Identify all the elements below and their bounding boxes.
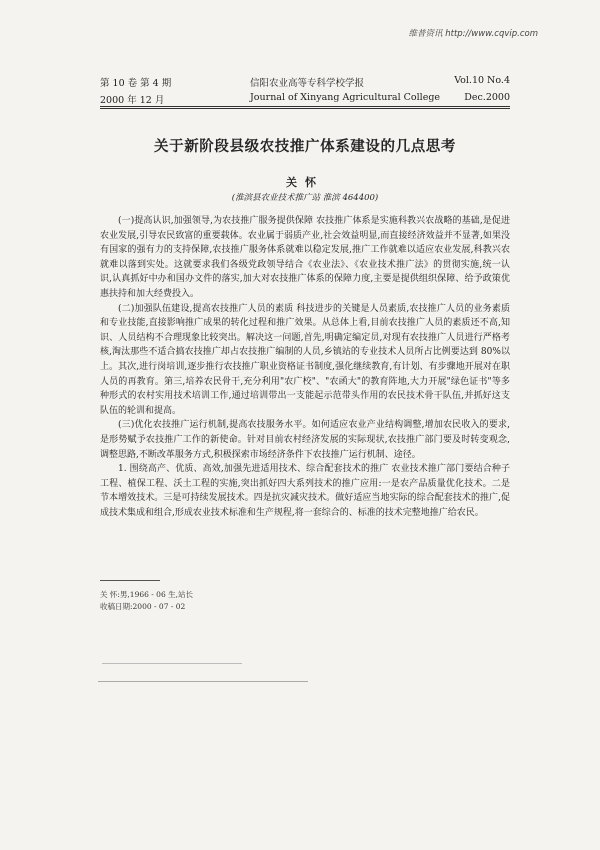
scan-artifact-line (98, 681, 308, 682)
article-body (100, 214, 510, 520)
footnote-received-date: 收稿日期:2000 - 07 - 02 (100, 602, 186, 611)
journal-name-en: Journal of Xinyang Agricultural College (250, 92, 441, 103)
paragraph-1: (一)提高认识,加强领导,为农技推广服务提供保障 农技推广体系是实施科教兴农战略的基础,是促进农业发展,引导农民致富的重要载体。农业属于弱质产业,社会效益明显,而直接经济效益并不显著,如果没有国家的强有力的支持保障,农技推广服务体系就难以稳定发展,推广工作就难以适应农业发展,科教兴农就难以落到实处。这就要求我们各级党政领导结合《农业法》、《农业技术推广法》的贯彻实施,统一认识,认真抓好中办和国办文件的落实,加大对农技推广体系的保障力度,主要是提供组织保障、给予政策优惠扶持和加大经费投入。 (100, 216, 510, 299)
paragraph-3: (三)优化农技推广运行机制,提高农技服务水平。如何适应农业产业结构调整,增加农民收入的要求,是形势赋予农技推广工作的新使命。针对目前农村经济发展的实际现状,农技推广部门要及时转变观念,调整思路,不断改革服务方式,积极探索市场经济条件下农技推广运行机制、途径。 (100, 420, 510, 460)
paragraph-4: 1. 围绕高产、优质、高效,加强先进适用技术、综合配套技术的推广 农业技术推广部门要结合种子工程、植保工程、沃土工程的实施,突出抓好四大系列技术的推广应用:一是农产品质量优化技术。二是节本增效技术。三是可持续发展技术。四是抗灾减灾技术。做好适应当地实际的综合配套技术的推广,促成技术集成和组合,形成农业技术标准和生产规程,将一套综合的、标准的技术完整地推广给农民。 (100, 464, 510, 518)
footnote-rule (100, 580, 160, 581)
author-affiliation: (淮滨县农业技术推广站 淮滨 464400) (231, 193, 379, 203)
scan-artifact-line (102, 663, 242, 664)
watermark-text: 维普资讯 http://www.cqvip.com (408, 29, 538, 39)
paragraph-2: (二)加强队伍建设,提高农技推广人员的素质 科技进步的关键是人员素质,农技推广人员的业务素质和专业技能,直接影响推广成果的转化过程和推广效果。从总体上看,目前农技推广人员的素质还不高,知识、人员结构不合理现象比较突出。解决这一问题,首先,明确定编定员,对现有农技推广人员进行严格考核,淘汰那些不适合搞农技推广却占农技推广编制的人员,乡镇站的专业技术人员所占比例要达到 80%以上。其次,进行岗培训,逐步推行农技推广职业资格证书制度,强化继续教育,有计划、有步骤地开展对在职人员的再教育。第三,培养农民骨干,充分利用"农广校"、"农函大"的教育阵地,大力开展"绿色证书"等多种形式的农村实用技术培训工作,通过培训带出一支能起示范带头作用的农民技术骨干队伍,并抓好这支队伍的轮训和提高。 (100, 303, 510, 416)
article-title: 关于新阶段县级农技推广体系建设的几点思考 (154, 139, 456, 155)
header-rule-top (100, 106, 510, 107)
volume-en: Vol.10 No.4 (454, 75, 510, 86)
date-cn: 2000 年 12 月 (100, 95, 165, 106)
footnote-author-info: 关 怀:男,1966 - 06 生,站长 (100, 590, 193, 599)
journal-name-cn: 信阳农业高等专科学校学报 (250, 78, 365, 89)
date-en: Dec.2000 (464, 92, 510, 103)
volume-cn: 第 10 卷 第 4 期 (100, 78, 172, 89)
header-rule-bottom (100, 108, 510, 109)
article-author: 关怀 (286, 176, 324, 189)
